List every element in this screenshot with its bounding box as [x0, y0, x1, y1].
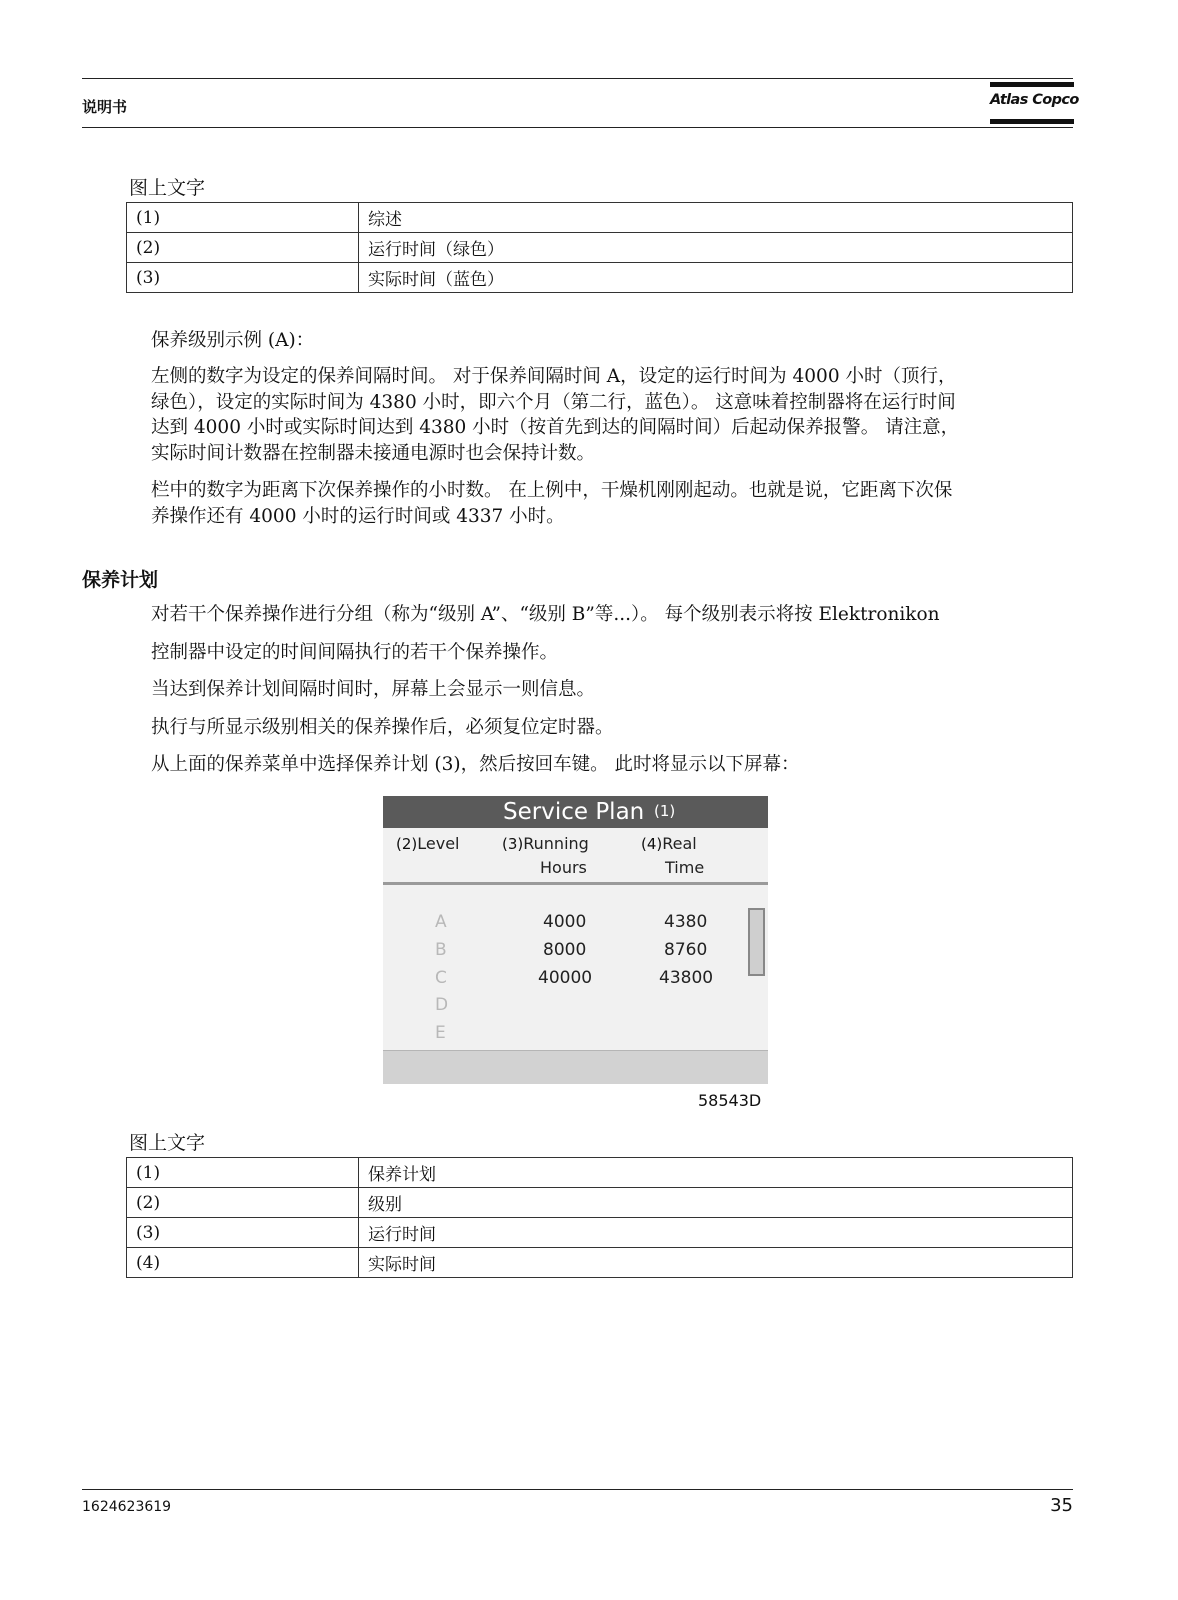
real-label-1: Real [662, 834, 697, 853]
real-time-value: 4380 [664, 912, 708, 932]
legend-key: (2) [127, 1188, 359, 1218]
header-label: 说明书 [82, 98, 128, 116]
example-paragraph-1 [151, 364, 1073, 466]
legend-value: 综述 [359, 203, 1073, 233]
screen-title-bar [383, 796, 768, 828]
table-row [127, 263, 1073, 293]
screen-title: Service Plan [503, 799, 645, 825]
logo-bar-bottom [990, 119, 1074, 124]
legend-key: (1) [127, 203, 359, 233]
table-row [127, 1218, 1073, 1248]
column-header-running-hours [502, 832, 589, 880]
real-label-2: Time [665, 858, 705, 877]
table-row [127, 233, 1073, 263]
example-paragraph-2 [151, 478, 1073, 529]
section-paragraph-5: 从上面的保养菜单中选择保养计划 (3)，然后按回车键。 此时将显示以下屏幕： [151, 754, 800, 775]
real-time-value: 8760 [664, 940, 708, 960]
service-plan-screen [383, 796, 768, 1084]
legend-key: (2) [127, 233, 359, 263]
table-row [127, 1248, 1073, 1278]
text-line: 绿色），设定的实际时间为 4380 小时，即六个月（第二行，蓝色）。 这意味着控制器将在运行时间 [151, 391, 956, 413]
section-paragraph-1: 对若干个保养操作进行分组（称为“级别 A”、“级别 B”等...）。 每个级别表示将按 Elektronikon [151, 604, 940, 625]
table-row [127, 203, 1073, 233]
running-hours-value: 8000 [543, 940, 587, 960]
real-callout: (4) [641, 835, 663, 853]
legend-key: (1) [127, 1158, 359, 1188]
column-header-level [396, 832, 459, 856]
running-callout: (3) [502, 835, 524, 853]
text-line: 达到 4000 小时或实际时间达到 4380 小时（按首先到达的间隔时间）后起动保养报警。 请注意， [151, 417, 960, 438]
running-hours-value: 40000 [538, 968, 593, 988]
section-title: 保养计划 [82, 569, 159, 591]
text-line: 实际时间计数器在控制器未接通电源时也会保持计数。 [151, 442, 596, 464]
example-heading: 保养级别示例 (A)： [151, 330, 315, 351]
level-item: D [435, 995, 449, 1015]
table-row [127, 1188, 1073, 1218]
section-paragraph-3: 当达到保养计划间隔时间时，屏幕上会显示一则信息。 [151, 679, 596, 700]
header-bottom-rule [82, 127, 1073, 128]
legend-value: 运行时间（绿色） [359, 233, 1073, 263]
screen-footer-bar [383, 1050, 768, 1084]
footer-rule [82, 1489, 1073, 1490]
section-paragraph-2: 控制器中设定的时间间隔执行的若干个保养操作。 [151, 642, 559, 663]
document-number: 1624623619 [82, 1499, 172, 1515]
level-item: B [435, 940, 447, 960]
legend-value: 实际时间（蓝色） [359, 263, 1073, 293]
real-time-value: 43800 [659, 968, 714, 988]
legend2-table [126, 1157, 1073, 1278]
column-header-real-time [641, 832, 704, 880]
level-label: Level [417, 834, 460, 853]
level-item: A [435, 912, 447, 932]
running-label-1: Running [523, 834, 589, 853]
level-callout: (2) [396, 835, 418, 853]
section-paragraph-4: 执行与所显示级别相关的保养操作后，必须复位定时器。 [151, 717, 614, 738]
title-callout: (1) [654, 802, 676, 820]
text-line: 养操作还有 4000 小时的运行时间或 4337 小时。 [151, 505, 565, 527]
legend-key: (3) [127, 1218, 359, 1248]
level-item: E [435, 1023, 446, 1043]
text-line: 左侧的数字为设定的保养间隔时间。 对于保养间隔时间 A，设定的运行时间为 4000 小时（顶行， [151, 366, 957, 387]
figure-code: 58543D [698, 1091, 762, 1110]
legend-value: 保养计划 [359, 1158, 1073, 1188]
logo-text: Atlas Copco [990, 92, 1079, 108]
page-number: 35 [1050, 1495, 1073, 1516]
table-row [127, 1158, 1073, 1188]
legend-key: (4) [127, 1248, 359, 1278]
atlas-copco-logo [990, 82, 1079, 126]
running-label-2: Hours [540, 858, 587, 877]
scrollbar[interactable] [748, 908, 765, 976]
header-top-rule [82, 78, 1073, 79]
legend1-caption: 图上文字 [129, 177, 206, 199]
legend-value: 级别 [359, 1188, 1073, 1218]
legend-key: (3) [127, 263, 359, 293]
legend1-table [126, 202, 1073, 293]
legend-value: 实际时间 [359, 1248, 1073, 1278]
logo-bar-top [990, 82, 1074, 87]
level-item: C [435, 968, 447, 988]
header-separator [383, 882, 768, 885]
text-line: 栏中的数字为距离下次保养操作的小时数。 在上例中，干燥机刚刚起动。也就是说，它距离下次保 [151, 480, 953, 501]
legend2-caption: 图上文字 [129, 1132, 206, 1154]
legend-value: 运行时间 [359, 1218, 1073, 1248]
running-hours-value: 4000 [543, 912, 587, 932]
